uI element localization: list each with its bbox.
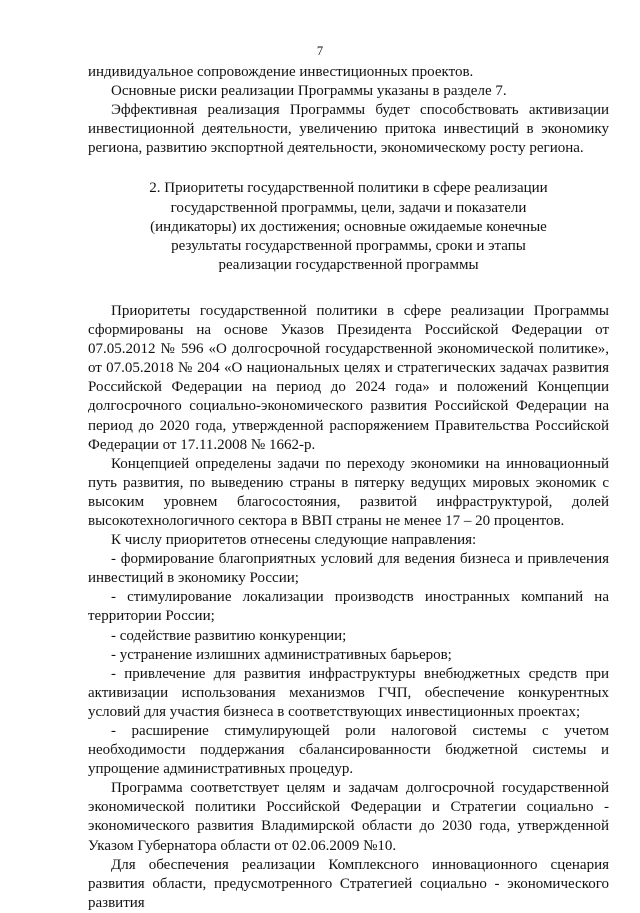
page-number: 7 [316, 44, 324, 58]
heading-line: реализации государственной программы [218, 256, 479, 273]
heading-line: (индикаторы) их достижения; основные ожидаемые конечные [150, 218, 547, 235]
list-item: - стимулирование локализации производств иностранных компаний на территории России; [88, 589, 609, 625]
heading-line: 2. Приоритеты государственной политики в сфере реализации [149, 180, 548, 197]
list-item: - расширение стимулирующей роли налоговой системы с учетом необходимости поддержания сбалансированности бюджетной системы и упрощение административных процедур. [88, 723, 609, 778]
heading-line: государственной программы, цели, задачи и показатели [170, 199, 527, 216]
paragraph: Для обеспечения реализации Комплексного инновационного сценария развития области, предусмотренного Стратегией социально - экономического развития [88, 856, 609, 911]
section-heading [88, 179, 609, 274]
heading-line: результаты государственной программы, сроки и этапы [171, 237, 526, 254]
paragraph: Приоритеты государственной политики в сфере реализации Программы сформированы на основе Указов Президента Российской Федерации от 07.05.2012 № 596 «О долгосрочной государственной экономической политике», от 07.05.2018 № 204 «О национальных целях и стратегических задачах развития Российской Федерации на период до 2024 года» и положений Концепции долгосрочного социально-экономического развития Российской Федерации на период до 2020 года, утвержденной распоряжением Правительства Российской Федерации от 17.11.2008 № 1662-р. [88, 302, 609, 453]
paragraph: Программа соответствует целям и задачам долгосрочной государственной экономической политики Российской Федерации и Стратегии социально - экономического развития Владимирской области до 2030 года, утвержденной Указом Губернатора области от 02.06.2009 №10. [88, 780, 609, 854]
paragraph: индивидуальное сопровождение инвестиционных проектов. [88, 64, 474, 80]
paragraph: Основные риски реализации Программы указаны в разделе 7. [111, 83, 507, 100]
document-body [88, 63, 609, 913]
list-item: - содействие развитию конкуренции; [111, 627, 347, 644]
paragraph: Концепцией определены задачи по переходу экономики на инновационный путь развития, по выведению страны в пятерку ведущих мировых экономик с высоким уровнем благосостояния, развитой инфраструктурой, долей высокотехнологичного сектора в ВВП страны не менее 17 – 20 процентов. [88, 455, 609, 529]
list-item: - привлечение для развития инфраструктуры внебюджетных средств при активизации использования механизмов ГЧП, обеспечение конкурентных условий для участия бизнеса в соответствующих инвестиционных проектах; [88, 665, 609, 720]
list-item: - устранение излишних административных барьеров; [111, 646, 452, 663]
paragraph: Эффективная реализация Программы будет способствовать активизации инвестиционной деятельности, увеличению притока инвестиций в экономику региона, развитию экспортной деятельности, экономическому росту региона. [88, 102, 609, 157]
list-item: - формирование благоприятных условий для ведения бизнеса и привлечения инвестиций в экономику России; [88, 551, 609, 587]
paragraph: К числу приоритетов отнесены следующие направления: [111, 532, 477, 549]
